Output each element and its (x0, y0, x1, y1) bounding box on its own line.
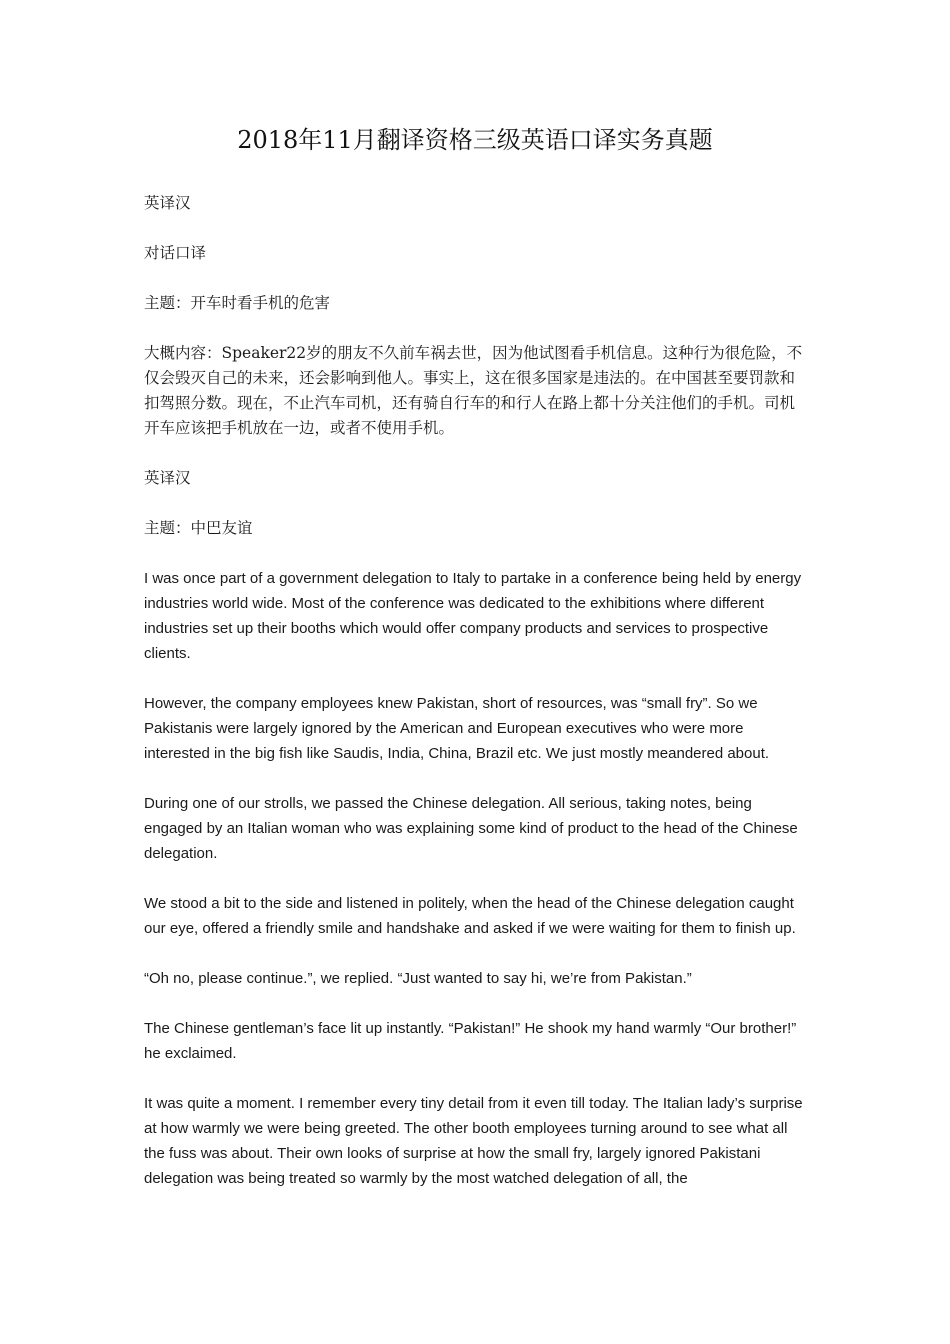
text-paragraph: We stood a bit to the side and listened in politely, when the head of the Chinese delegation caught our eye, offered a friendly smile and handshake and asked if we were waiting for them to finish up. (144, 895, 796, 937)
text-paragraph: The Chinese gentleman’s face lit up instantly. “Pakistan!” He shook my hand warmly “Our brother!” he exclaimed. (144, 1020, 797, 1062)
summary-paragraph: 大概内容：Speaker22岁的朋友不久前车祸去世，因为他试图看手机信息。这种行为很危险，不仅会毁灭自己的未来，还会影响到他人。事实上，这在很多国家是违法的。在中国甚至要罚款和扣驾照分数。现在，不止汽车司机，还有骑自行车的和行人在路上都十分关注他们的手机。司机开车应该把手机放在一边，或者不使用手机。 (144, 344, 803, 437)
section-label: 对话口译 (144, 244, 207, 262)
section-label: 英译汉 (144, 469, 191, 487)
text-paragraph: It was quite a moment. I remember every tiny detail from it even till today. The Italian lady’s surprise at how warmly we were being greeted. The other booth employees turning around to see what all the fuss was about. Their own looks of surprise at how the small fry, largely ignored Pakistani delegation was being treated so warmly by the most watched delegation of all, the (144, 1095, 803, 1187)
document-body (144, 191, 808, 1216)
topic-heading: 主题：中巴友谊 (144, 519, 253, 537)
section-label: 英译汉 (144, 194, 191, 212)
page-title: 2018年11月翻译资格三级英语口译实务真题 (237, 126, 713, 154)
text-paragraph: During one of our strolls, we passed the Chinese delegation. All serious, taking notes, being engaged by an Italian woman who was explaining some kind of product to the head of the Chinese delegation. (144, 795, 798, 862)
text-paragraph: However, the company employees knew Pakistan, short of resources, was “small fry”. So we Pakistanis were largely ignored by the American and European executives who were more interested in the big fish like Saudis, India, China, Brazil etc. We just mostly meandered about. (144, 695, 770, 762)
text-paragraph: I was once part of a government delegation to Italy to partake in a conference being held by energy industries world wide. Most of the conference was dedicated to the exhibitions where different industries set up their booths which would offer company products and services to prospective clients. (144, 570, 802, 662)
topic-heading: 主题：开车时看手机的危害 (144, 294, 331, 312)
text-paragraph: “Oh no, please continue.”, we replied. “Just wanted to say hi, we’re from Pakistan.” (144, 970, 692, 987)
